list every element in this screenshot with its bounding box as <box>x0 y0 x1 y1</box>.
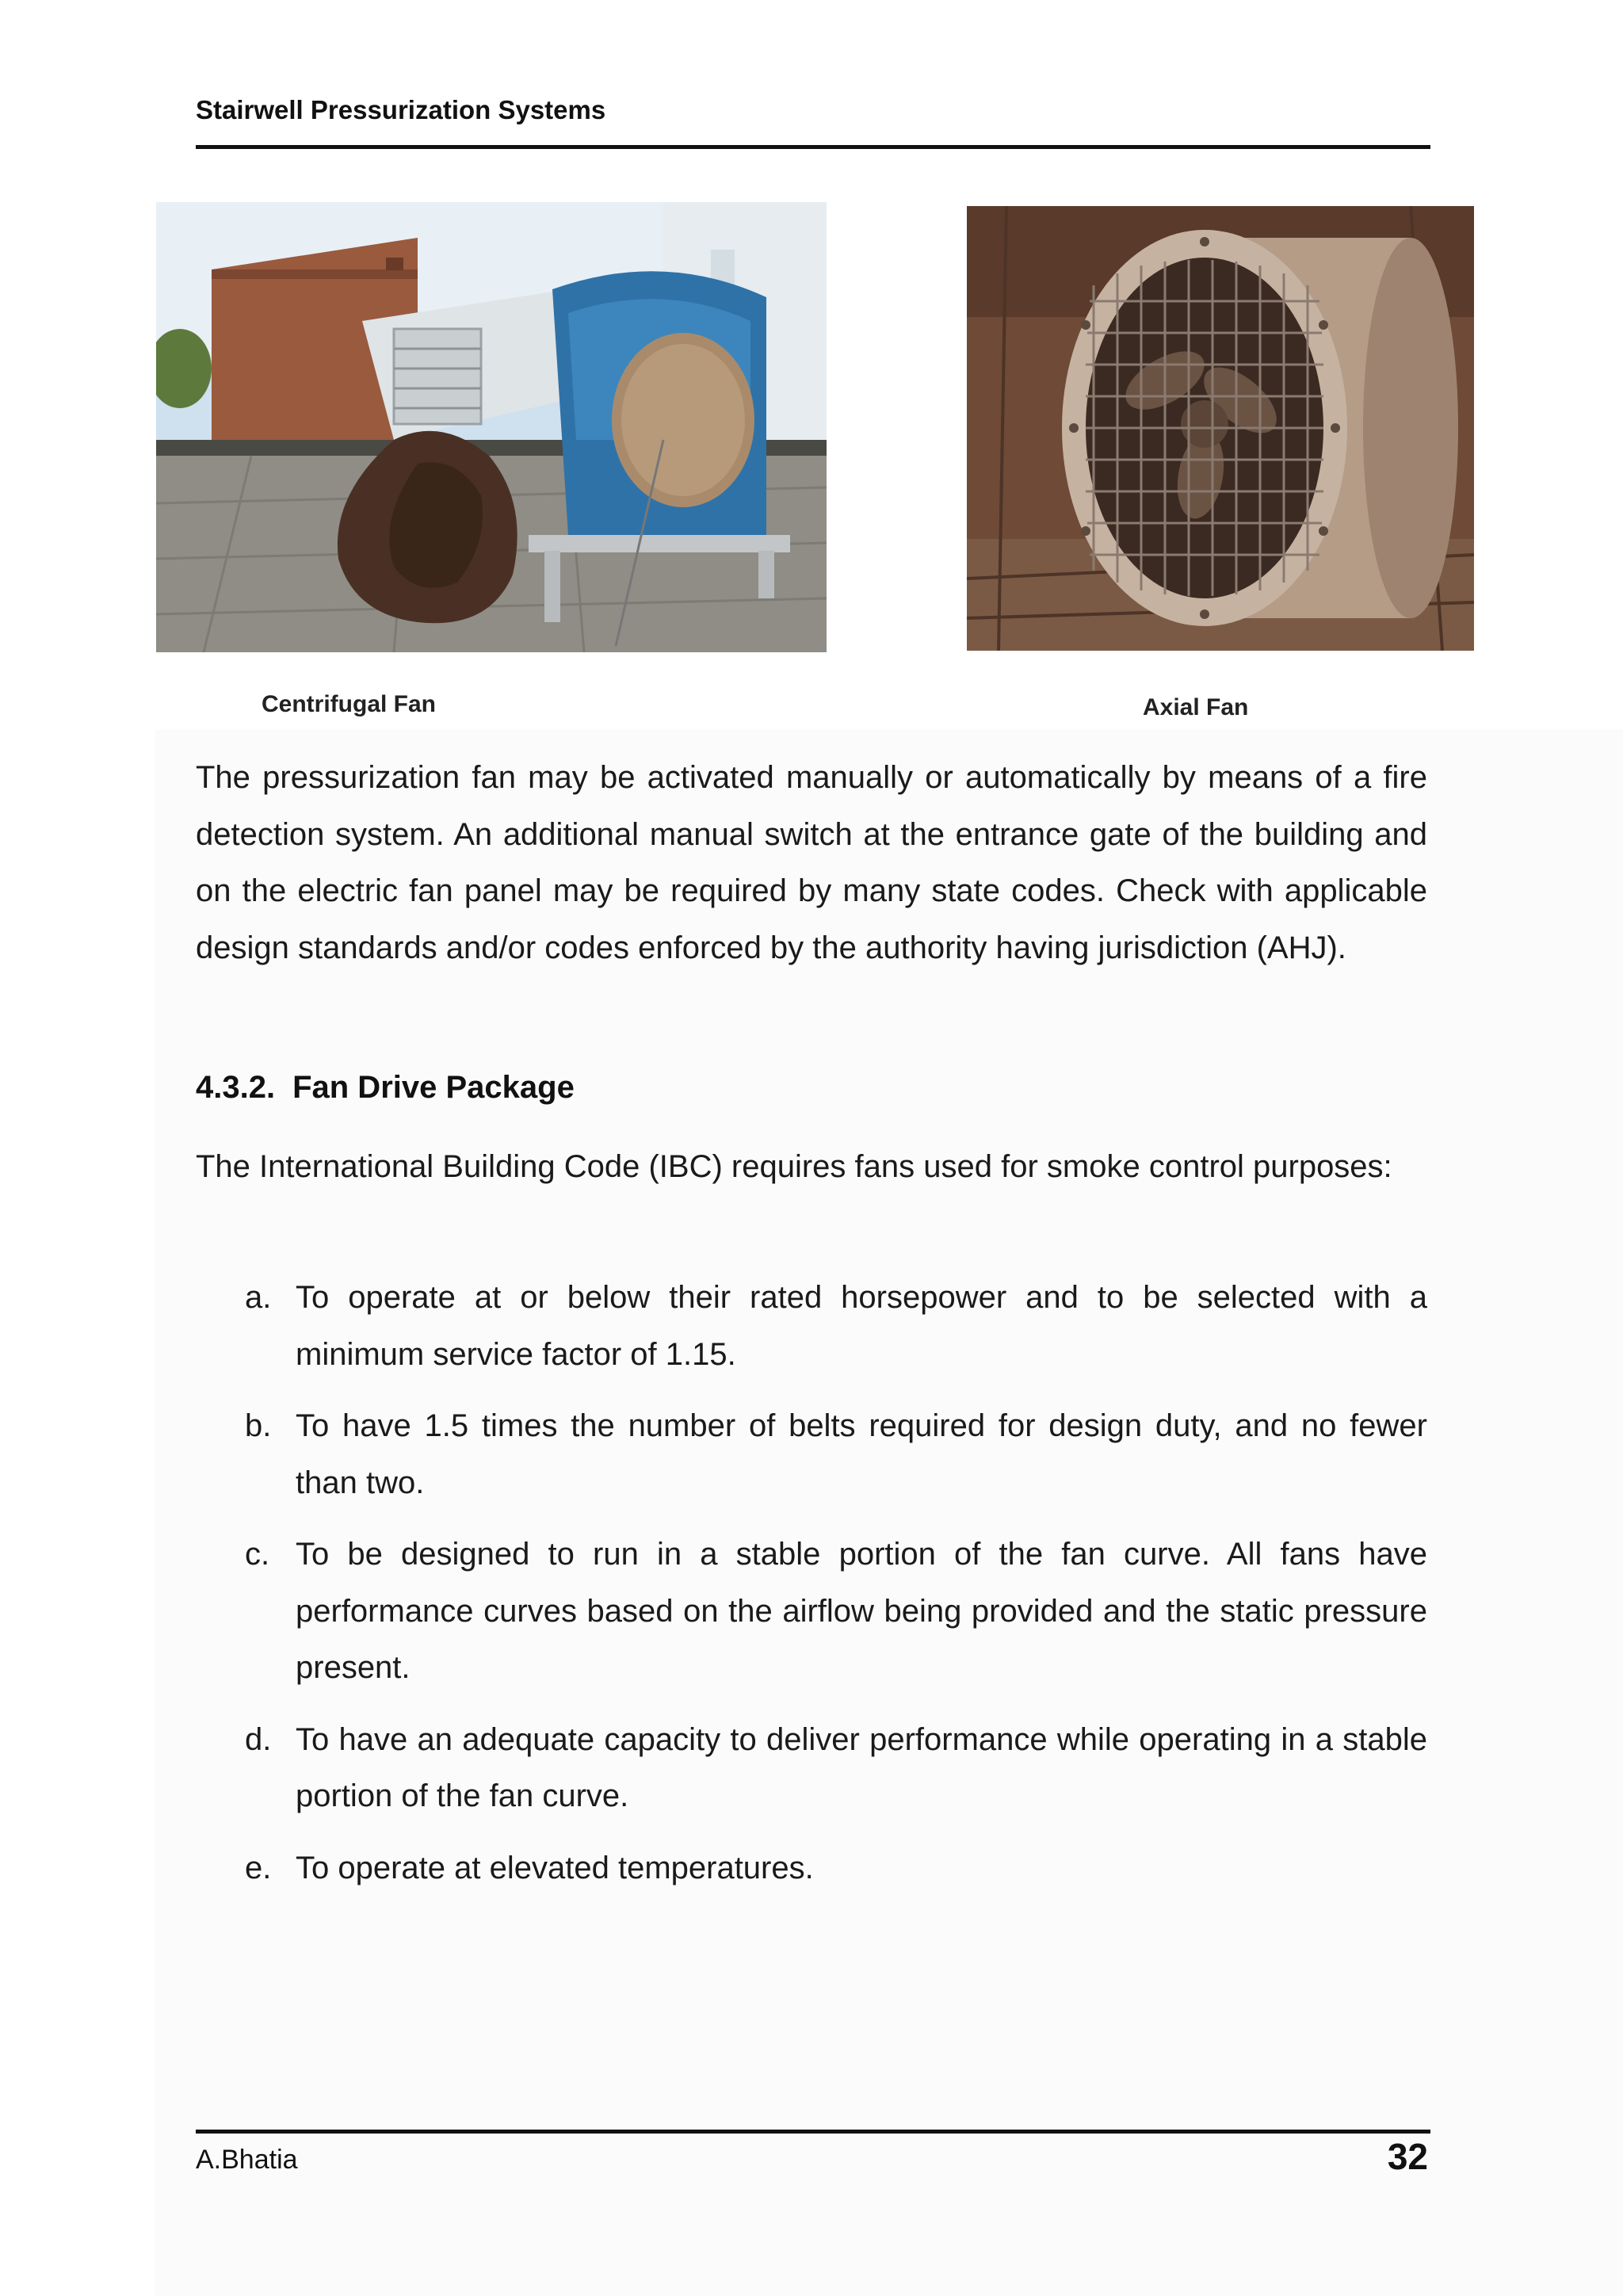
list-item <box>196 1398 1427 1511</box>
list-marker: c. <box>245 1537 270 1572</box>
axial-fan-photo <box>967 206 1474 651</box>
axial-fan-caption: Axial Fan <box>1143 694 1249 720</box>
list-item-text: To be designed to run in a stable portion of the fan curve. All fans have performance curves based on the airflow being provided and the static pressure present. <box>296 1537 1427 1685</box>
page-number: 32 <box>1387 2136 1428 2177</box>
list-item-text: To have 1.5 times the number of belts required for design duty, and no fewer than two. <box>296 1408 1427 1500</box>
paragraph-ibc-intro: The International Building Code (IBC) requires fans used for smoke control purposes: <box>196 1149 1392 1184</box>
list-item <box>196 1712 1427 1825</box>
list-marker: b. <box>245 1408 272 1443</box>
list-item <box>196 1270 1427 1383</box>
list-marker: a. <box>245 1280 272 1315</box>
list-item-text: To operate at or below their rated horsepower and to be selected with a minimum service factor of 1.15. <box>296 1280 1427 1372</box>
page-header-title: Stairwell Pressurization Systems <box>196 95 606 124</box>
footer-divider <box>196 2130 1430 2134</box>
section-heading <box>196 1070 575 1106</box>
centrifugal-fan-photo <box>156 202 827 652</box>
list-marker: e. <box>245 1850 272 1885</box>
list-item-text: To have an adequate capacity to deliver performance while operating in a stable portion of the fan curve. <box>296 1721 1427 1813</box>
centrifugal-fan-caption: Centrifugal Fan <box>262 691 437 717</box>
footer-author: A.Bhatia <box>196 2145 298 2175</box>
header-divider <box>196 145 1430 149</box>
section-number: 4.3.2. <box>196 1070 276 1105</box>
list-item <box>196 1526 1427 1697</box>
requirements-list <box>196 1270 1427 1912</box>
list-item <box>196 1840 1427 1897</box>
list-marker: d. <box>245 1721 272 1757</box>
paragraph-fan-activation: The pressurization fan may be activated manually or automatically by means of a fire detection system. An additional manual switch at the entrance gate of the building and on the electric fan panel may be required by many state codes. Check with applicable design standards and/or codes enforced by the authority having jurisdiction (AHJ). <box>196 760 1427 965</box>
list-item-text: To operate at elevated temperatures. <box>296 1850 814 1885</box>
section-title: Fan Drive Package <box>292 1070 575 1105</box>
